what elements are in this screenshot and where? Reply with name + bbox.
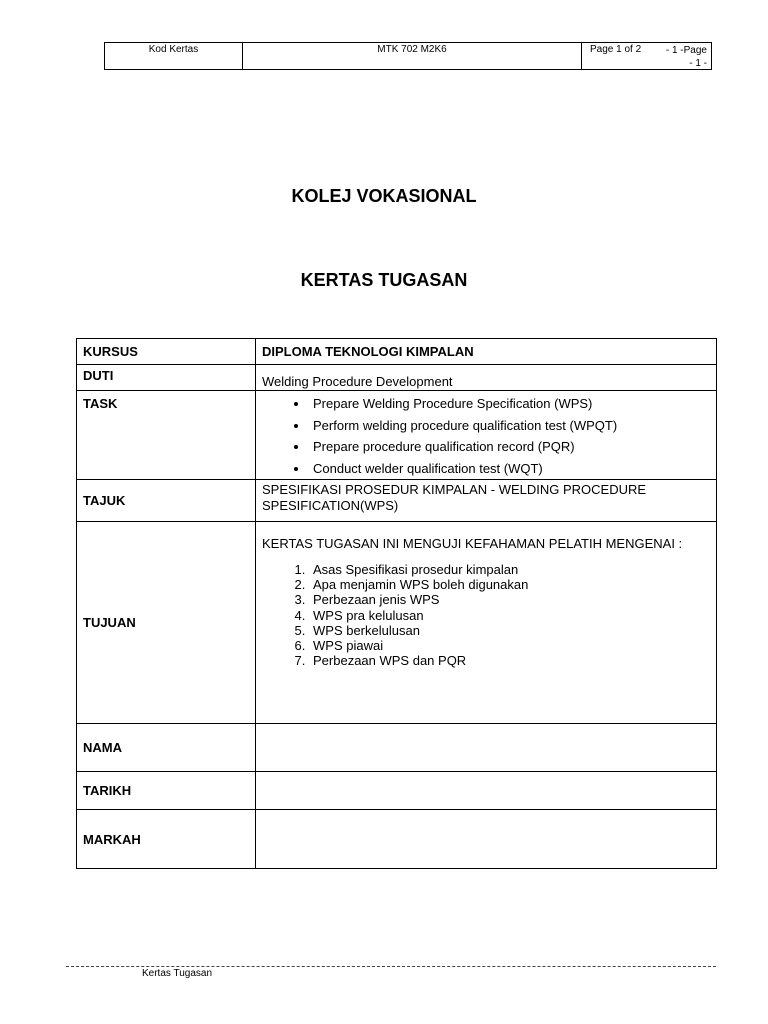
document-title: KERTAS TUGASAN [300, 270, 468, 290]
tujuan-item: 6. WPS piawai [309, 638, 710, 653]
tujuan-cell [256, 522, 717, 724]
tajuk-label: TAJUK [77, 480, 256, 522]
code-label: Kod Kertas [105, 43, 243, 70]
tarikh-label: TARIKH [77, 772, 256, 810]
header-table [104, 42, 712, 70]
task-list-cell [256, 391, 717, 480]
tujuan-item: 1. Asas Spesifikasi prosedur kimpalan [309, 562, 710, 577]
tujuan-item: 5. WPS berkelulusan [309, 623, 710, 638]
row-task [77, 391, 717, 480]
tarikh-field [256, 772, 717, 810]
row-tujuan [77, 522, 717, 724]
kursus-value: DIPLOMA TEKNOLOGI KIMPALAN [256, 339, 717, 365]
nama-label: NAMA [77, 724, 256, 772]
markah-label: MARKAH [77, 810, 256, 869]
tujuan-item: 7. Perbezaan WPS dan PQR [309, 653, 710, 668]
page-number: - 1 -Page - 1 - [665, 45, 707, 69]
row-tarikh [77, 772, 717, 810]
row-duti [77, 365, 717, 391]
duti-value: Welding Procedure Development [256, 365, 717, 391]
tujuan-intro: KERTAS TUGASAN INI MENGUJI KEFAHAMAN PELATIH MENGENAI : [262, 536, 683, 551]
page-info [582, 43, 712, 70]
tajuk-value: SPESIFIKASI PROSEDUR KIMPALAN - WELDING PROCEDURE SPESIFICATION(WPS) [256, 480, 717, 522]
task-item: • Conduct welder qualification test (WQT) [309, 458, 710, 480]
row-markah [77, 810, 717, 869]
task-item: • Prepare procedure qualification record (PQR) [309, 436, 710, 458]
task-list [262, 393, 710, 479]
nama-field [256, 724, 717, 772]
footer-text: Kertas Tugasan [142, 968, 213, 979]
kursus-label: KURSUS [77, 339, 256, 365]
college-title: KOLEJ VOKASIONAL [291, 186, 477, 206]
duti-label: DUTI [77, 365, 256, 391]
task-item: • Prepare Welding Procedure Specification (WPS) [309, 393, 710, 415]
tujuan-label: TUJUAN [77, 522, 256, 724]
row-kursus [77, 339, 717, 365]
task-item: • Perform welding procedure qualification test (WPQT) [309, 415, 710, 437]
tujuan-item: 4. WPS pra kelulusan [309, 608, 710, 623]
tujuan-item: 2. Apa menjamin WPS boleh digunakan [309, 577, 710, 592]
assignment-table [76, 338, 717, 869]
tujuan-list [262, 562, 710, 668]
task-label: TASK [77, 391, 256, 480]
code-value: MTK 702 M2K6 [243, 43, 582, 70]
tujuan-item: 3. Perbezaan jenis WPS [309, 592, 710, 607]
markah-field [256, 810, 717, 869]
page-of: Page 1 of 2 [590, 44, 642, 55]
row-nama [77, 724, 717, 772]
footer-divider [66, 966, 716, 967]
row-tajuk [77, 480, 717, 522]
